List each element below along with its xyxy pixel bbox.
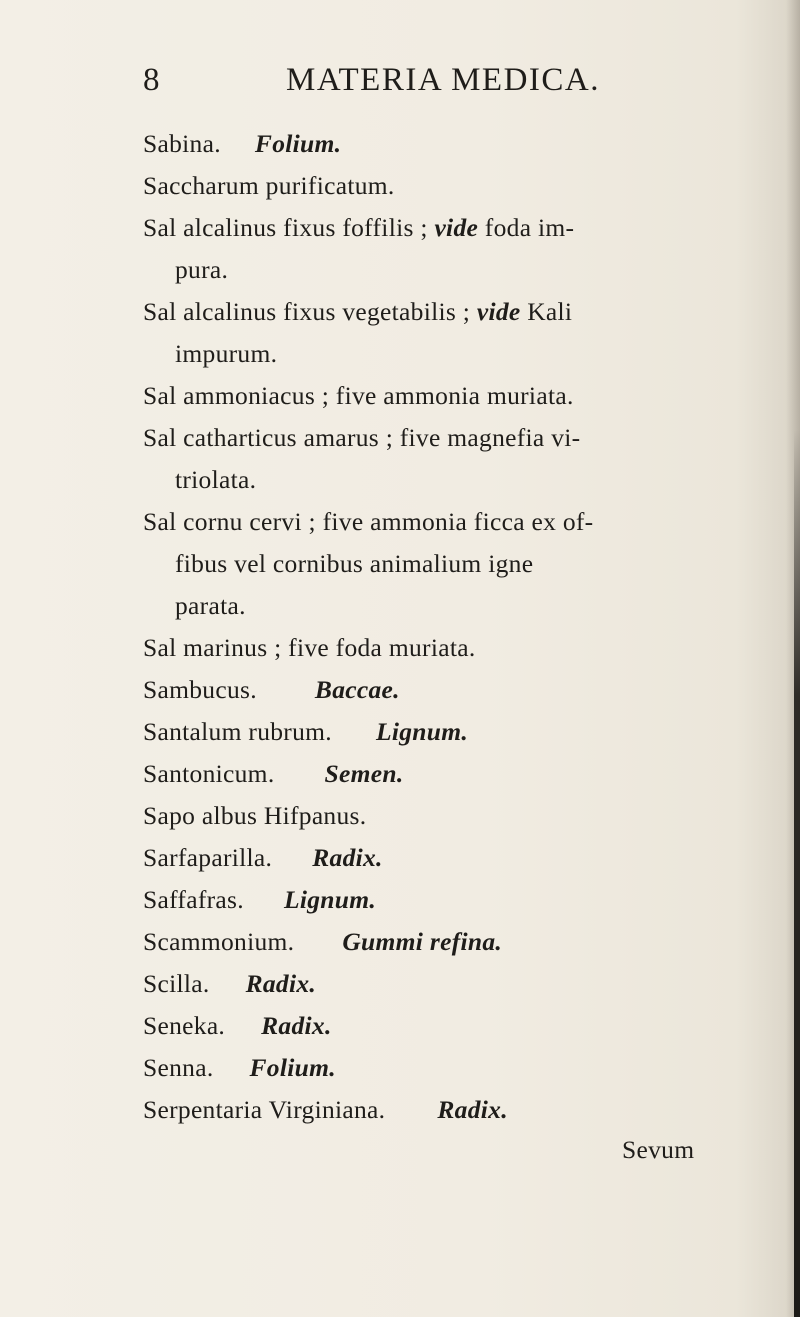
- entry-line: [143, 673, 400, 707]
- running-head: MATERIA MEDICA.: [286, 62, 601, 98]
- entry-line-continued: [175, 589, 246, 623]
- entry-part: Lignum.: [375, 717, 469, 746]
- entry-line-continued: [175, 253, 228, 287]
- entry-text: pura.: [175, 255, 229, 284]
- entry-part: Radix.: [261, 1011, 332, 1040]
- entry-name: Scammonium.: [143, 927, 295, 956]
- entry-part: Radix.: [312, 843, 383, 872]
- entry-line-continued: [175, 463, 256, 497]
- entry-name: Senna.: [143, 1053, 214, 1082]
- entry-name: Sambucus.: [143, 675, 257, 704]
- entry-part: Radix.: [245, 969, 317, 998]
- entry-line: [143, 799, 366, 833]
- entry-name: Serpentaria Virginiana.: [143, 1095, 386, 1124]
- entry-part: Folium.: [249, 1053, 336, 1082]
- entry-text: Sal alcalinus fixus foffilis ;: [143, 213, 428, 242]
- entry-reference: vide: [434, 213, 479, 242]
- entry-text: triolata.: [175, 465, 257, 494]
- entry-line: [143, 715, 468, 749]
- entry-line: [143, 967, 316, 1001]
- entry-part: Radix.: [437, 1095, 508, 1124]
- entry-line: [143, 925, 502, 959]
- entry-line: [143, 841, 383, 875]
- entry-text: Sal alcalinus fixus vegetabilis ;: [143, 297, 471, 326]
- catchword: [622, 1133, 694, 1167]
- entry-text: Saccharum purificatum.: [143, 171, 395, 200]
- entry-part: Baccae.: [314, 675, 400, 704]
- entry-part: Lignum.: [283, 885, 377, 914]
- entry-line: [143, 1009, 332, 1043]
- entry-text: parata.: [175, 591, 246, 620]
- entry-line: [143, 211, 574, 245]
- entry-text: Sal cornu cervi ; five ammonia ficca ex of-: [143, 507, 594, 536]
- entry-text: Kali: [527, 297, 573, 326]
- entry-part: Gummi refina.: [342, 927, 503, 956]
- entry-line: [143, 631, 476, 665]
- entry-text: Sal marinus ; five foda muriata.: [143, 633, 476, 662]
- entry-part: Folium.: [254, 129, 342, 158]
- entry-line: [143, 127, 341, 161]
- entry-name: Seneka.: [143, 1011, 226, 1040]
- entry-line-continued: [175, 337, 277, 371]
- entry-line: [143, 379, 574, 413]
- page-number: 8: [143, 62, 161, 98]
- entry-line-continued: [175, 547, 533, 581]
- entry-text: Sapo albus Hifpanus.: [143, 801, 367, 830]
- entry-text: fibus vel cornibus animalium igne: [175, 549, 534, 578]
- entry-name: Sarfaparilla.: [143, 843, 273, 872]
- entry-line: [143, 421, 580, 455]
- entry-text: Sal ammoniacus ; five ammonia muriata.: [143, 381, 574, 410]
- entry-line: [143, 1051, 336, 1085]
- entry-reference: vide: [476, 297, 521, 326]
- entry-line: [143, 1093, 508, 1127]
- entry-text: impurum.: [175, 339, 278, 368]
- entry-line: [143, 883, 376, 917]
- entry-text: foda im-: [484, 213, 575, 242]
- entry-line: [143, 169, 395, 203]
- entry-name: Santalum rubrum.: [143, 717, 332, 746]
- entry-name: Saffafras.: [143, 885, 244, 914]
- entry-name: Santonicum.: [143, 759, 275, 788]
- entry-name: Sabina.: [143, 129, 221, 158]
- entry-line: [143, 757, 404, 791]
- entry-part: Semen.: [324, 759, 404, 788]
- entry-text: Sal catharticus amarus ; five magnefia vi-: [143, 423, 581, 452]
- entry-line: [143, 505, 593, 539]
- entry-line: [143, 295, 572, 329]
- entry-name: Scilla.: [143, 969, 210, 998]
- catchword-text: Sevum: [622, 1135, 695, 1164]
